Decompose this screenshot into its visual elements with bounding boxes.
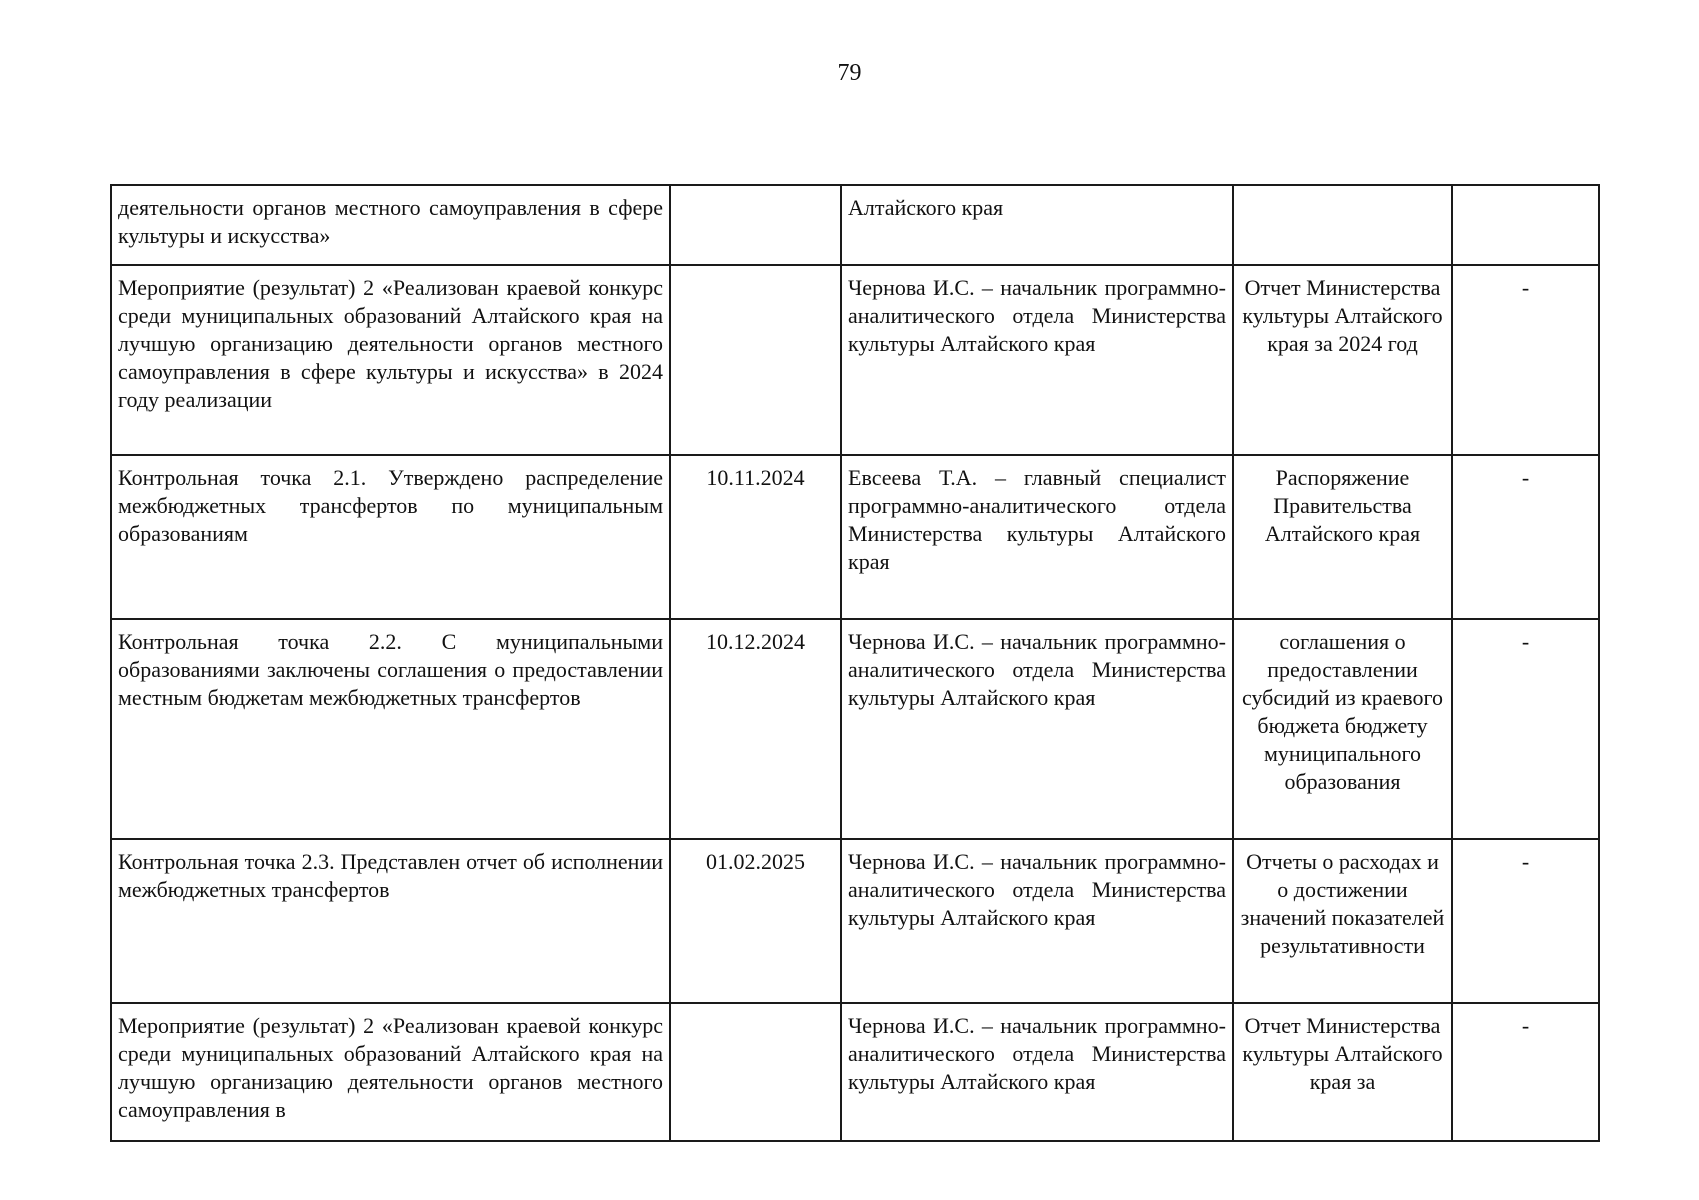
table-row <box>111 839 1599 1003</box>
task-cell: Контрольная точка 2.1. Утверждено распределение межбюджетных трансфертов по муниципальным образованиям <box>111 455 670 619</box>
table-row <box>111 1003 1599 1141</box>
task-cell: деятельности органов местного самоуправления в сфере культуры и искусства» <box>111 185 670 265</box>
note-cell: - <box>1452 455 1599 619</box>
document-table <box>110 184 1600 1142</box>
date-cell <box>670 185 841 265</box>
responsible-cell: Евсеева Т.А. – главный специалист программно-аналитического отдела Министерства культуры Алтайского края <box>841 455 1233 619</box>
responsible-cell: Чернова И.С. – начальник программно-аналитического отдела Министерства культуры Алтайского края <box>841 1003 1233 1141</box>
note-cell: - <box>1452 265 1599 455</box>
note-cell <box>1452 185 1599 265</box>
responsible-cell: Чернова И.С. – начальник программно-аналитического отдела Министерства культуры Алтайского края <box>841 839 1233 1003</box>
date-cell: 10.11.2024 <box>670 455 841 619</box>
document-cell: Отчет Министерства культуры Алтайского края за 2024 год <box>1233 265 1452 455</box>
document-cell: Распоряжение Правительства Алтайского края <box>1233 455 1452 619</box>
table-row <box>111 455 1599 619</box>
document-cell: Отчеты о расходах и о достижении значений показателей результативности <box>1233 839 1452 1003</box>
document-cell: Отчет Министерства культуры Алтайского края за <box>1233 1003 1452 1141</box>
responsible-cell: Чернова И.С. – начальник программно-аналитического отдела Министерства культуры Алтайского края <box>841 619 1233 839</box>
document-cell <box>1233 185 1452 265</box>
task-cell: Контрольная точка 2.3. Представлен отчет об исполнении межбюджетных трансфертов <box>111 839 670 1003</box>
date-cell <box>670 1003 841 1141</box>
responsible-cell: Алтайского края <box>841 185 1233 265</box>
page-number: 79 <box>837 60 862 86</box>
task-cell: Контрольная точка 2.2. С муниципальными образованиями заключены соглашения о предоставлении местным бюджетам межбюджетных трансфертов <box>111 619 670 839</box>
task-cell: Мероприятие (результат) 2 «Реализован краевой конкурс среди муниципальных образований Алтайского края на лучшую организацию деятельности органов местного самоуправления в <box>111 1003 670 1141</box>
responsible-cell: Чернова И.С. – начальник программно-аналитического отдела Министерства культуры Алтайского края <box>841 265 1233 455</box>
note-cell: - <box>1452 1003 1599 1141</box>
date-cell <box>670 265 841 455</box>
document-cell: соглашения о предоставлении субсидий из краевого бюджета бюджету муниципального образования <box>1233 619 1452 839</box>
table-row <box>111 185 1599 265</box>
table-row <box>111 619 1599 839</box>
note-cell: - <box>1452 619 1599 839</box>
date-cell: 01.02.2025 <box>670 839 841 1003</box>
note-cell: - <box>1452 839 1599 1003</box>
table-row <box>111 265 1599 455</box>
task-cell: Мероприятие (результат) 2 «Реализован краевой конкурс среди муниципальных образований Алтайского края на лучшую организацию деятельности органов местного самоуправления в сфере культуры и искусства» в 2024 году реализации <box>111 265 670 455</box>
date-cell: 10.12.2024 <box>670 619 841 839</box>
